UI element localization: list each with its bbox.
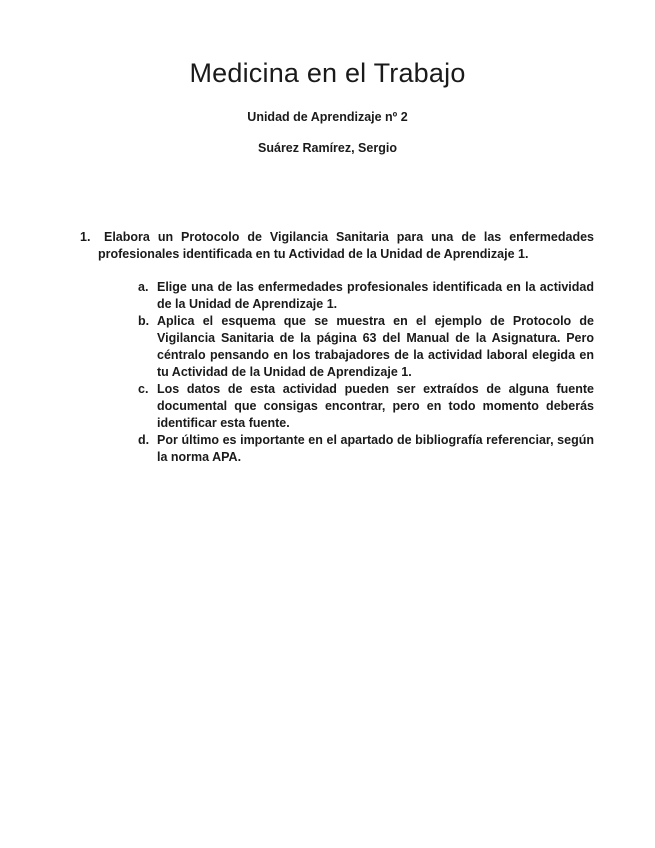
subtask-item <box>138 381 594 432</box>
subtask-text: Aplica el esquema que se muestra en el ejemplo de Protocolo de Vigilancia Sanitaria de la página 63 del Manual de la Asignatura. Pero céntralo pensando en los trabajadores de la actividad laboral elegida en tu Actividad de la Unidad de Aprendizaje 1. <box>157 314 594 379</box>
unit-subtitle: Unidad de Aprendizaje nº 2 <box>247 110 408 124</box>
subtask-text: Por último es importante en el apartado de bibliografía referenciar, según la norma APA. <box>157 433 594 464</box>
subtask-list <box>98 279 594 466</box>
subtask-item <box>138 432 594 466</box>
subtask-letter: d. <box>138 433 150 447</box>
document-title: Medicina en el Trabajo <box>189 58 466 88</box>
task-number: 1. <box>80 230 91 244</box>
task-item <box>80 229 594 466</box>
subtask-letter: a. <box>138 280 149 294</box>
subtask-text: Los datos de esta actividad pueden ser extraídos de alguna fuente documental que consigas encontrar, pero en todo momento deberás identificar esta fuente. <box>157 382 594 430</box>
task-text: Elabora un Protocolo de Vigilancia Sanitaria para una de las enfermedades profesionales identificada en tu Actividad de la Unidad de Aprendizaje 1. <box>98 230 594 261</box>
subtask-letter: c. <box>138 382 149 396</box>
author-name: Suárez Ramírez, Sergio <box>258 141 397 155</box>
subtask-letter: b. <box>138 314 150 328</box>
task-list <box>80 229 594 466</box>
subtask-item <box>138 313 594 381</box>
subtask-item <box>138 279 594 313</box>
subtask-text: Elige una de las enfermedades profesionales identificada en la actividad de la Unidad de Aprendizaje 1. <box>157 280 594 311</box>
